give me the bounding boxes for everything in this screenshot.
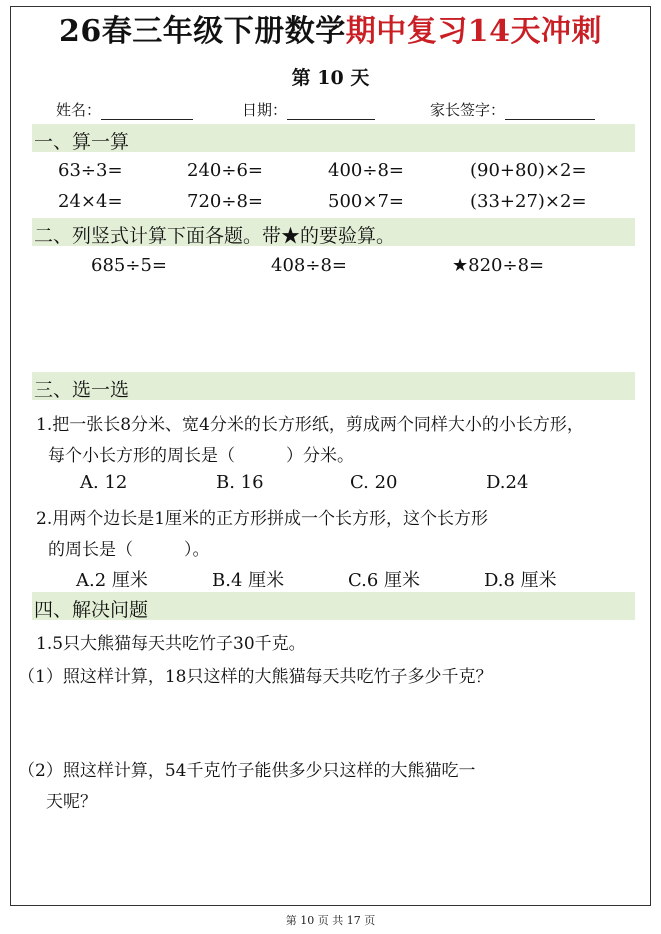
choice-question-2-text: 的周长是（ ）。 (48, 540, 210, 560)
calc-problem: 24×4= (58, 191, 123, 212)
vertical-calc-problem: ★820÷8= (452, 255, 545, 276)
section1-heading-band (32, 124, 635, 152)
section4-heading-band (32, 592, 635, 620)
calc-problem: 240÷6= (187, 160, 263, 181)
title-campaign: 期中复习14天冲刺 (345, 14, 602, 49)
section4-heading: 四、解决问题 (34, 599, 149, 621)
word-problem-subquestion-2: （2）照这样计算，54千克竹子能供多少只这样的大熊猫吃一 (18, 761, 476, 781)
choice-option[interactable]: B.4 厘米 (212, 570, 285, 591)
calc-problem: (33+27)×2= (470, 191, 587, 212)
parent-label: 家长签字： (430, 101, 506, 119)
word-problem-text: 1.5只大熊猫每天共吃竹子30千克。 (36, 634, 306, 654)
choice-option[interactable]: A.2 厘米 (76, 570, 148, 591)
date-blank[interactable] (287, 103, 375, 120)
calc-problem: 500×7= (328, 191, 404, 212)
name-field[interactable] (56, 99, 193, 120)
choice-option[interactable]: D.8 厘米 (484, 570, 557, 591)
page-number: 第 10 页 共 17 页 (285, 914, 376, 927)
choice-question-2-text: 2.用两个边长是1厘米的正方形拼成一个长方形，这个长方形 (36, 509, 489, 529)
word-problem-subquestion-2-cont: 天呢？ (46, 792, 97, 812)
choice-option[interactable]: A. 12 (80, 472, 128, 493)
calc-problem: 720÷8= (187, 191, 263, 212)
choice-option[interactable]: D.24 (486, 472, 529, 493)
page-title (0, 14, 661, 50)
day-label: 第 10 天 (291, 67, 370, 89)
calc-problem: 400÷8= (328, 160, 404, 181)
title-grade: 26春三年级下册数学 (59, 14, 346, 49)
choice-option[interactable]: C.6 厘米 (348, 570, 421, 591)
calc-problem: 63÷3= (58, 160, 123, 181)
section1-heading: 一、算一算 (34, 131, 130, 153)
parent-blank[interactable] (505, 103, 595, 120)
vertical-calc-problem: 408÷8= (271, 255, 347, 276)
section3-heading-band (32, 372, 635, 400)
name-blank[interactable] (101, 103, 193, 120)
choice-option[interactable]: C. 20 (350, 472, 398, 493)
vertical-calc-problem: 685÷5= (91, 255, 167, 276)
name-label: 姓名： (56, 101, 102, 119)
section2-heading: 二、列竖式计算下面各题。带★的要验算。 (34, 225, 396, 247)
section2-heading-band (32, 218, 635, 246)
calc-problem: (90+80)×2= (470, 160, 587, 181)
date-field[interactable] (242, 99, 375, 120)
choice-question-1-text: 每个小长方形的周长是（ ）分米。 (48, 446, 354, 466)
word-problem-subquestion-1: （1）照这样计算，18只这样的大熊猫每天共吃竹子多少千克？ (18, 667, 493, 687)
choice-option[interactable]: B. 16 (216, 472, 264, 493)
parent-signature-field[interactable] (430, 99, 595, 120)
choice-question-1-text: 1.把一张长8分米、宽4分米的长方形纸，剪成两个同样大小的小长方形， (36, 415, 584, 435)
date-label: 日期： (242, 101, 288, 119)
section3-heading: 三、选一选 (34, 379, 130, 401)
